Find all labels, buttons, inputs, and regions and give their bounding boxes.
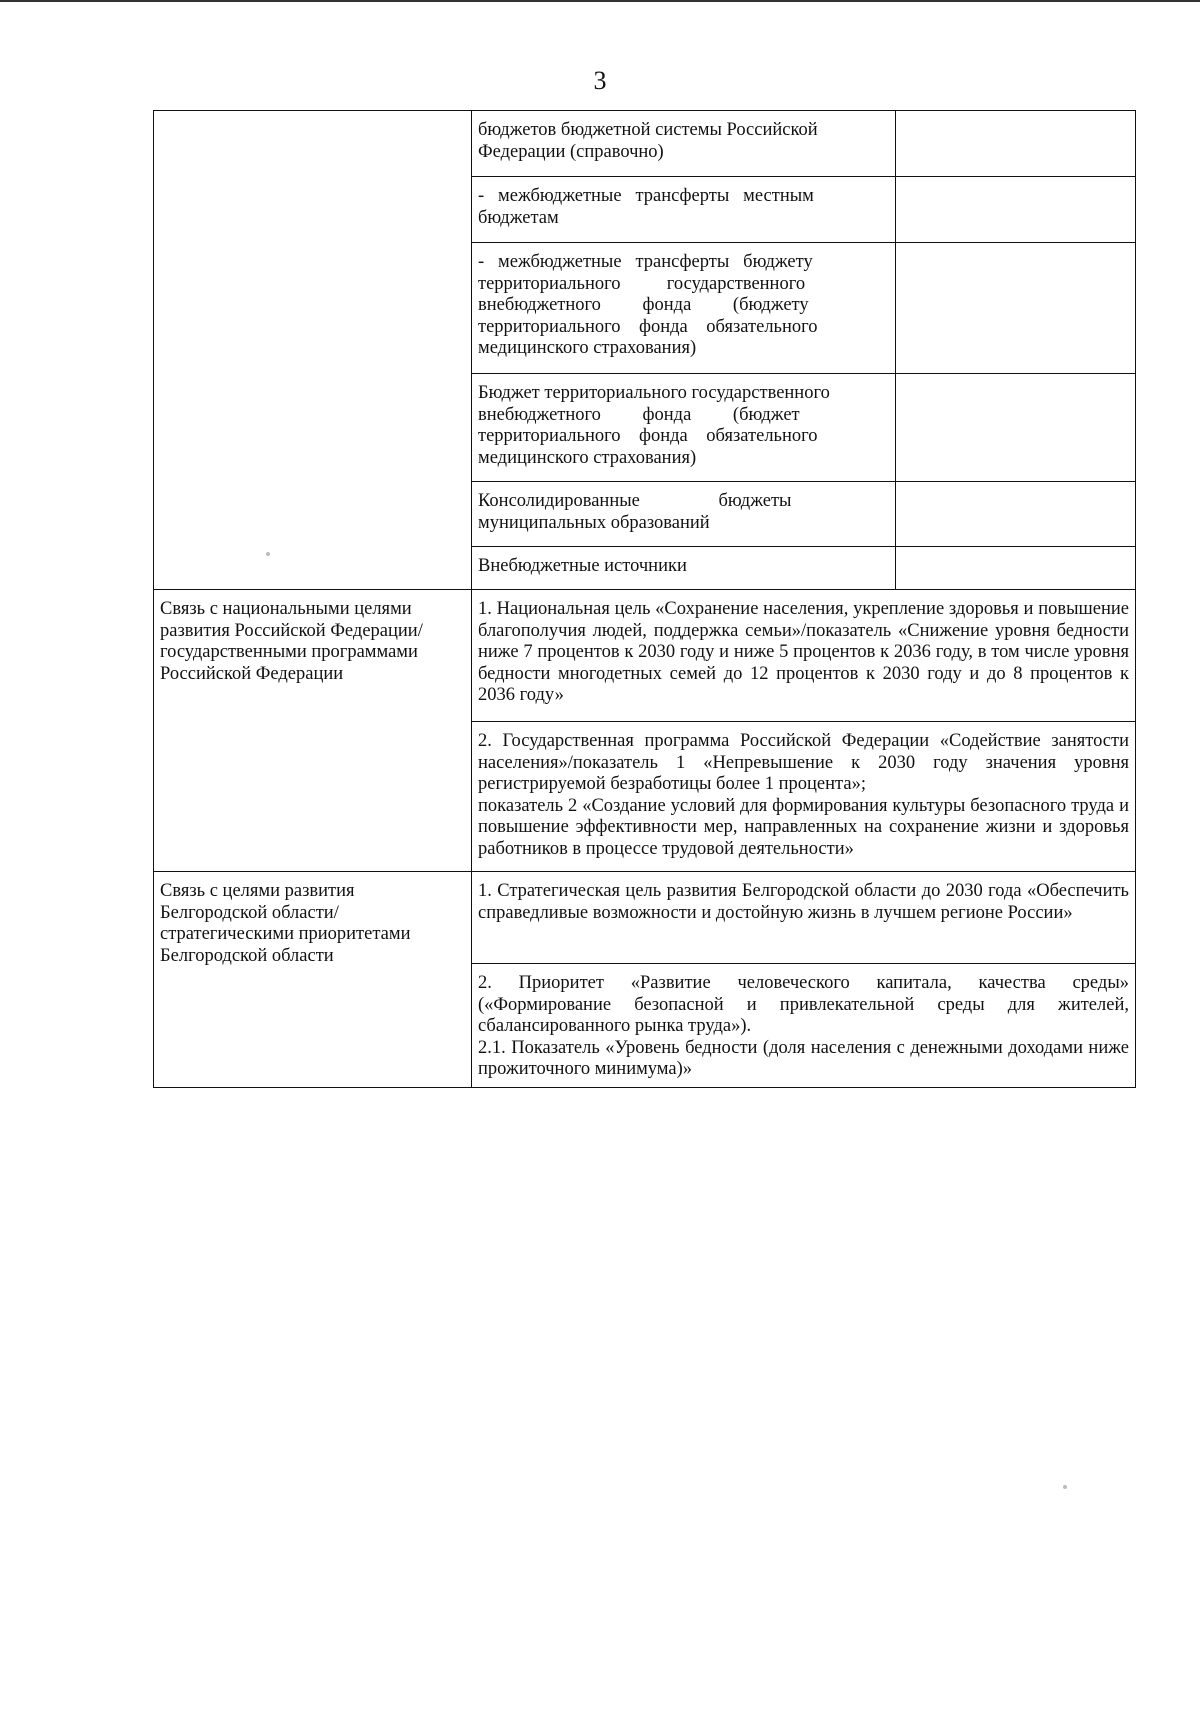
national-goal-item: 1. Национальная цель «Сохранение населения, укрепление здоровья и повышение благополучия людей, поддержка семьи»/показатель «Снижение уровня бедности ниже 7 процентов к 2030 году и ниже 5 процентов к 2036 году, в том числе уровня бедности многодетных семей до 12 процентов к 2030 году и до 8 процентов к 2036 году» bbox=[472, 590, 1136, 722]
budget-value-cell bbox=[896, 177, 1136, 243]
budget-value-cell bbox=[896, 111, 1136, 177]
budget-source-cell bbox=[472, 482, 896, 547]
budget-source-cell bbox=[472, 243, 896, 374]
budget-source-line: территориального государственного bbox=[478, 273, 806, 294]
passport-table bbox=[153, 110, 1136, 1088]
budget-source-line: Бюджет территориального государственного bbox=[478, 383, 830, 403]
budget-source-line: бюджетам bbox=[478, 207, 559, 228]
strategic-priority-item: 2. Приоритет «Развитие человеческого капитала, качества среды» («Формирование безопасной и привлекательной среды для жителей, сбалансированного рынка труда»). 2.1. Показатель «Уровень бедности (доля населения с денежными доходами ниже прожиточного минимума)» bbox=[472, 964, 1136, 1088]
budget-source-line: внебюджетного фонда (бюджету bbox=[478, 295, 809, 315]
budget-source-line: Федерации (справочно) bbox=[478, 141, 664, 162]
strategic-goal-item: 1. Стратегическая цель развития Белгородской области до 2030 года «Обеспечить справедливые возможности и достойную жизнь в лучшем регионе России» bbox=[472, 872, 1136, 964]
table-row bbox=[154, 111, 1136, 177]
budget-source-line: - межбюджетные трансферты бюджету bbox=[478, 252, 813, 272]
budget-value-cell bbox=[896, 374, 1136, 482]
budget-value-cell bbox=[896, 547, 1136, 590]
national-goals-label: Связь с национальными целями развития Российской Федерации/государственными программами Российской Федерации bbox=[154, 590, 472, 872]
budget-source-line: внебюджетного фонда (бюджет bbox=[478, 404, 800, 425]
budget-source-line: медицинского страхования) bbox=[478, 338, 697, 358]
scan-speck bbox=[1063, 1485, 1067, 1489]
scan-top-edge bbox=[0, 0, 1200, 2]
budget-source-line: Внебюджетные источники bbox=[478, 556, 687, 576]
table-row bbox=[154, 590, 1136, 722]
budget-source-cell bbox=[472, 374, 896, 482]
budget-source-line: территориального фонда обязательного bbox=[478, 426, 818, 446]
budget-value-cell bbox=[896, 243, 1136, 374]
page-number: 3 bbox=[593, 66, 607, 95]
budget-source-line: Консолидированные бюджеты bbox=[478, 491, 792, 511]
budget-source-cell bbox=[472, 177, 896, 243]
budget-source-line: бюджетов бюджетной системы Российской bbox=[478, 120, 818, 140]
budget-source-line: территориального фонда обязательного bbox=[478, 316, 818, 337]
budget-source-line: медицинского страхования) bbox=[478, 447, 697, 468]
scan-speck bbox=[266, 552, 270, 556]
state-program-item: 2. Государственная программа Российской Федерации «Содействие занятости населения»/показатель 1 «Непревышение к 2030 году значения уровня регистрируемой безработицы более 1 процента»; показатель 2 «Создание условий для формирования культуры безопасного труда и повышение эффективности мер, направленных на сохранение жизни и здоровья работников в процессе трудовой деятельности» bbox=[472, 722, 1136, 872]
budget-source-cell bbox=[472, 547, 896, 590]
regional-goals-label: Связь с целями развития Белгородской области/стратегическими приоритетами Белгородской области bbox=[154, 872, 472, 1088]
budget-source-line: - межбюджетные трансферты местным bbox=[478, 186, 814, 206]
table-row bbox=[154, 872, 1136, 964]
empty-label-cell bbox=[154, 111, 472, 590]
budget-source-cell bbox=[472, 111, 896, 177]
budget-value-cell bbox=[896, 482, 1136, 547]
budget-source-line: муниципальных образований bbox=[478, 512, 710, 533]
